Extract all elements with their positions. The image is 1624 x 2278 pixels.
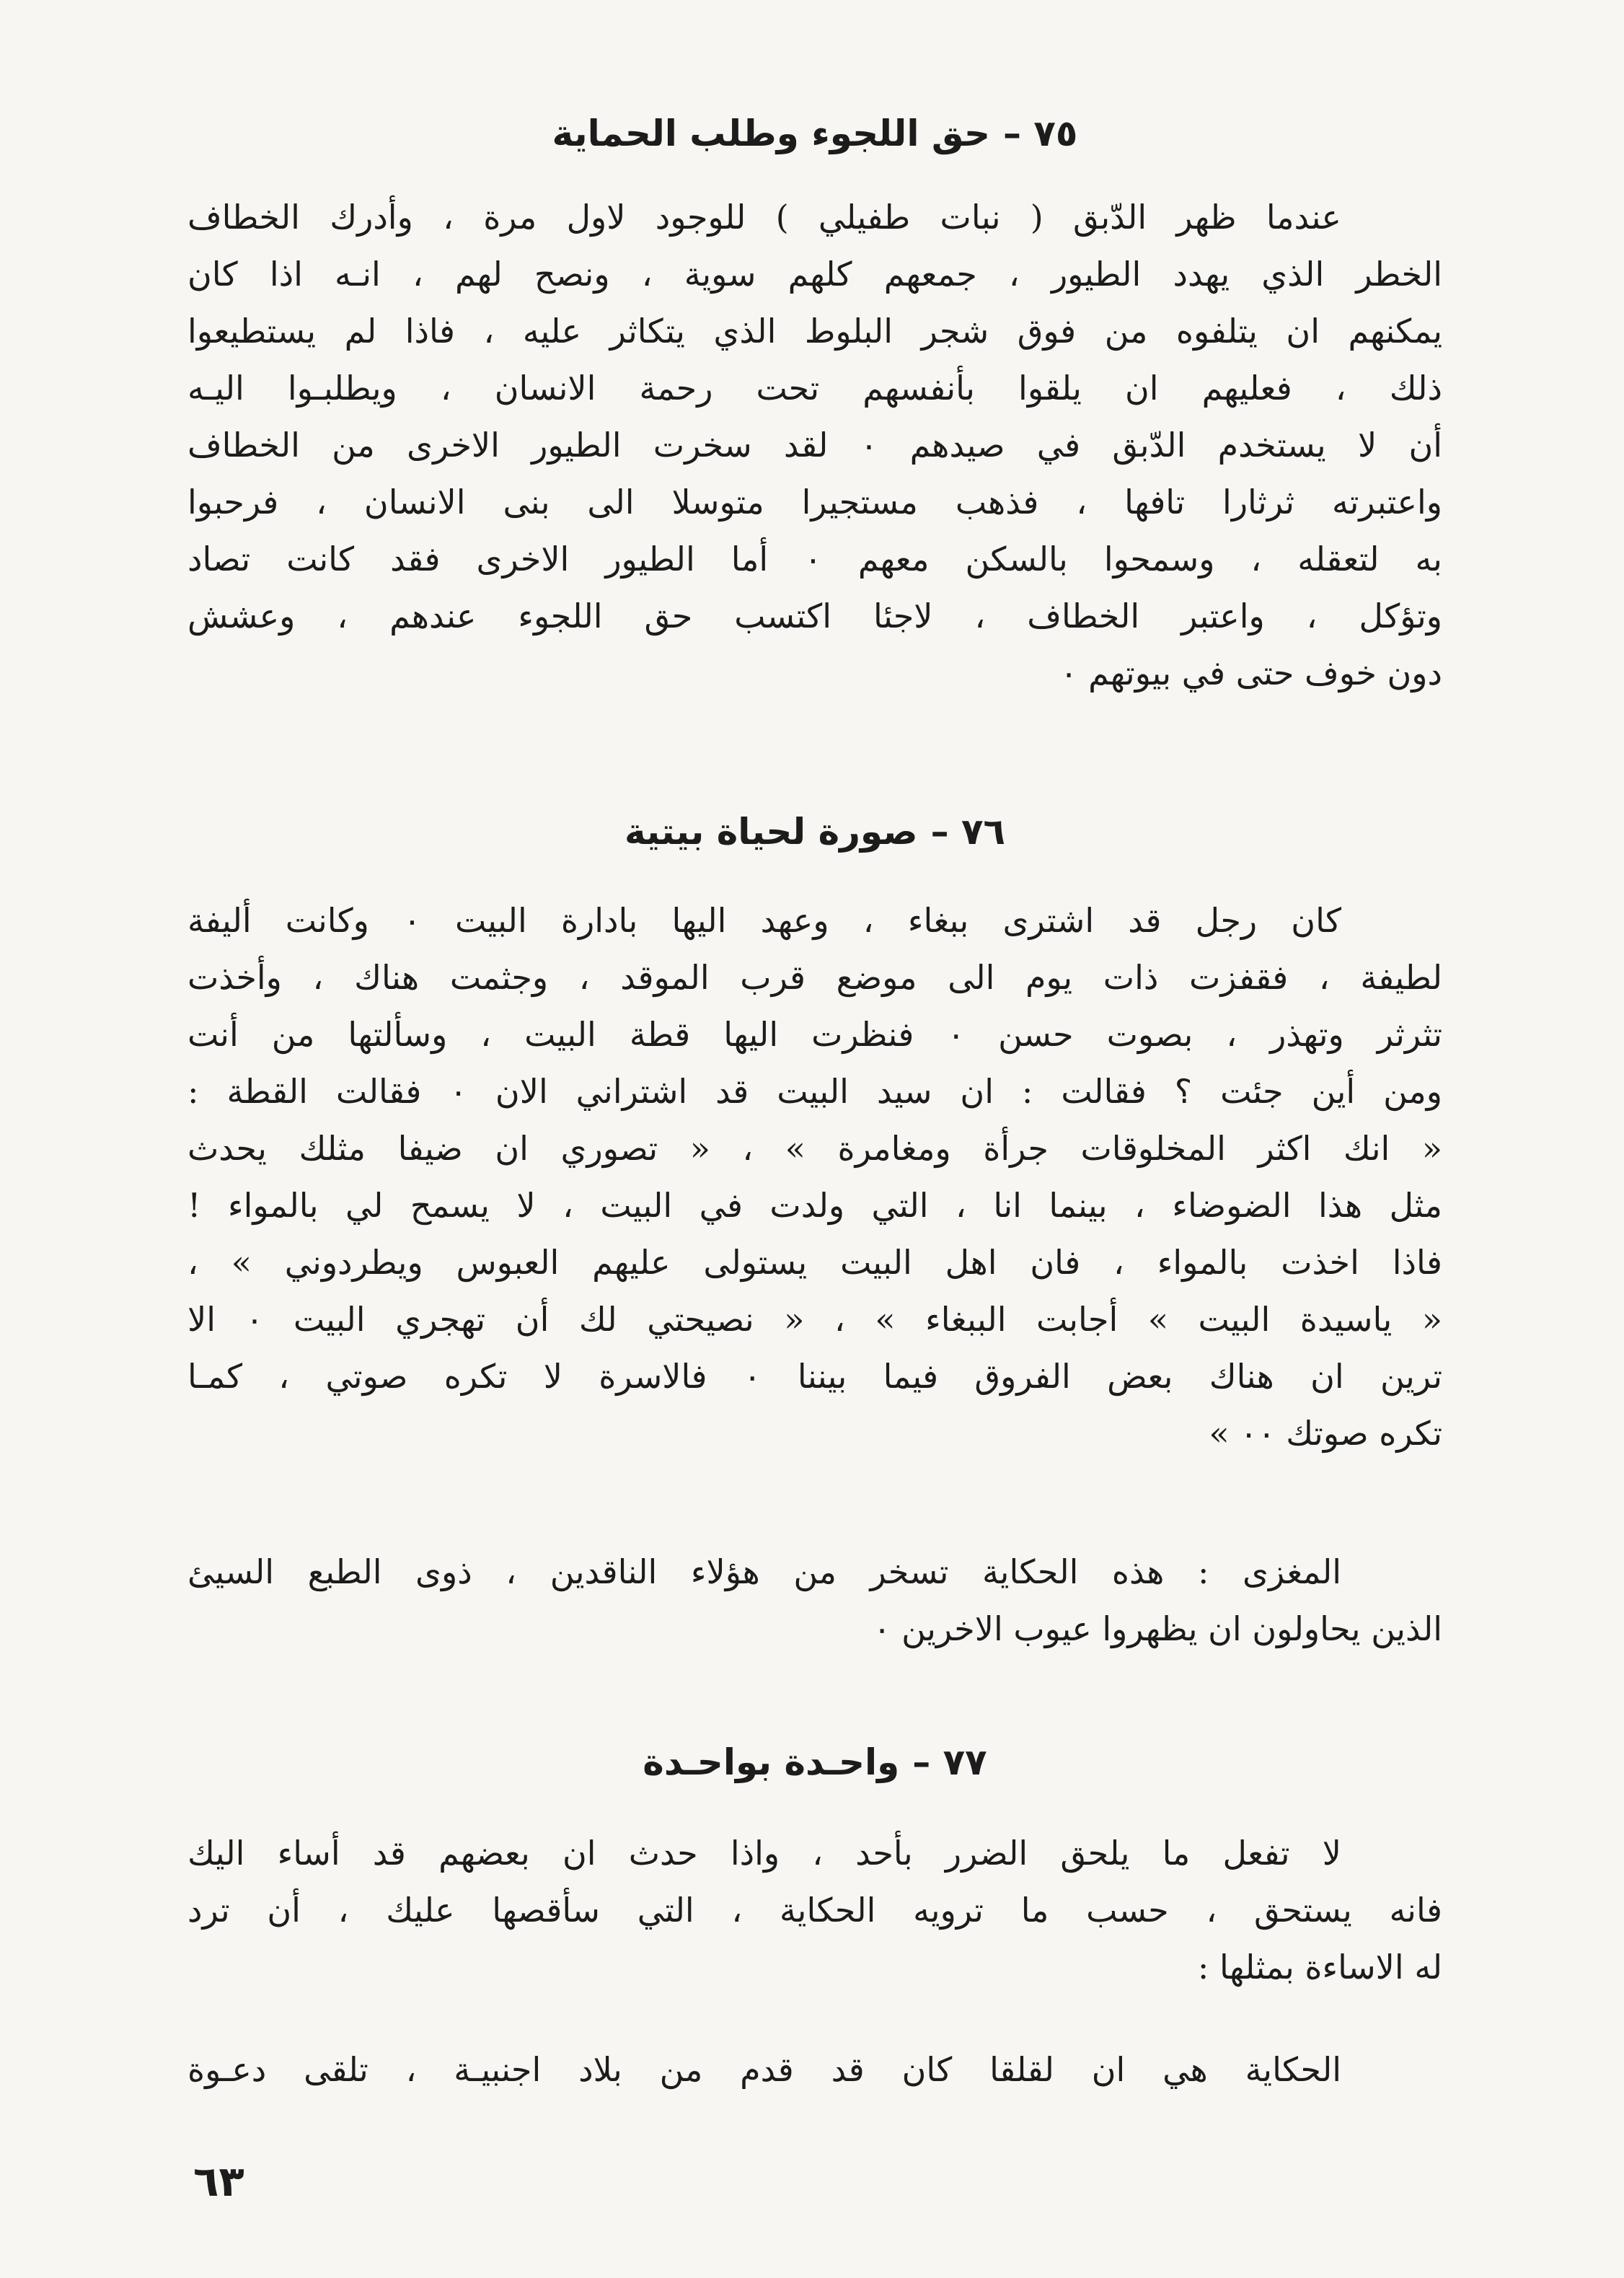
- text-line: له الاساءة بمثلها :: [1197, 1948, 1442, 1987]
- text-line: عندما ظهر الدّبق ( نبات طفيلي ) للوجود لاول مرة ، وأدرك الخطاف: [187, 198, 1341, 237]
- text-line: الخطر الذي يهدد الطيور ، جمعهم كلهم سوية ، ونصح لهم ، انـه اذا كان: [187, 255, 1442, 294]
- section-76-heading: [187, 806, 1442, 857]
- text-line: فانه يستحق ، حسب ما ترويه الحكاية ، التي سأقصها عليك ، أن ترد: [187, 1891, 1442, 1930]
- text-line: لطيفة ، فقفزت ذات يوم الى موضع قرب الموقد ، وجثمت هناك ، وأخذت: [187, 958, 1442, 997]
- section-77-number: ٧٧ –: [912, 1741, 987, 1783]
- text-line: الذين يحاولون ان يظهروا عيوب الاخرين ٠: [873, 1609, 1442, 1648]
- section-77-body-continued: [187, 2041, 1442, 2098]
- text-line: « انك اكثر المخلوقات جرأة ومغامرة » ، « تصوري ان ضيفا مثلك يحدث: [187, 1129, 1442, 1168]
- section-75-number: ٧٥ –: [1002, 113, 1078, 154]
- section-76-body: [187, 892, 1442, 1462]
- section-76-title: صورة لحياة بيتية: [624, 811, 918, 853]
- text-line: كان رجل قد اشترى ببغاء ، وعهد اليها بادارة البيت ٠ وكانت أليفة: [187, 901, 1342, 940]
- text-line: مثل هذا الضوضاء ، بينما انا ، التي ولدت في البيت ، لا يسمح لي بالمواء !: [187, 1186, 1442, 1225]
- text-line: واعتبرته ثرثارا تافها ، فذهب مستجيرا متوسلا الى بنى الانسان ، فرحبوا: [187, 483, 1442, 522]
- text-line: فاذا اخذت بالمواء ، فان اهل البيت يستولى عليهم العبوس ويطردوني » ،: [187, 1243, 1442, 1282]
- section-77-title: واحـدة بواحـدة: [643, 1741, 900, 1783]
- text-line: « ياسيدة البيت » أجابت الببغاء » ، « نصيحتي لك أن تهجري البيت ٠ الا: [187, 1300, 1442, 1339]
- text-line: تكره صوتك ٠٠ »: [1209, 1414, 1442, 1453]
- section-75-title: حق اللجوء وطلب الحماية: [552, 113, 990, 154]
- section-75-body: [187, 189, 1442, 702]
- text-line: به لتعقله ، وسمحوا بالسكن معهم ٠ أما الطيور الاخرى فقد كانت تصاد: [187, 540, 1442, 579]
- text-line: ومن أين جئت ؟ فقالت : ان سيد البيت قد اشتراني الان ٠ فقالت القطة :: [187, 1072, 1442, 1111]
- text-line: الحكاية هي ان لقلقا كان قد قدم من بلاد اجنبيـة ، تلقى دعـوة: [187, 2050, 1341, 2089]
- text-line: ترين ان هناك بعض الفروق فيما بيننا ٠ فالاسرة لا تكره صوتي ، كمـا: [187, 1357, 1442, 1396]
- text-line: تثرثر وتهذر ، بصوت حسن ٠ فنظرت اليها قطة البيت ، وسألتها من أنت: [187, 1015, 1442, 1054]
- section-75-heading: [187, 108, 1442, 159]
- page-number: ٦٣: [193, 2157, 244, 2206]
- text-line: ذلك ، فعليهم ان يلقوا بأنفسهم تحت رحمة الانسان ، ويطلبـوا اليـه: [187, 369, 1442, 408]
- text-line: يمكنهم ان يتلفوه من فوق شجر البلوط الذي يتكاثر عليه ، فاذا لم يستطيعوا: [187, 312, 1442, 351]
- section-77-body: [187, 1825, 1442, 1996]
- text-line: لا تفعل ما يلحق الضرر بأحد ، واذا حدث ان بعضهم قد أساء اليك: [187, 1834, 1341, 1873]
- text-line: وتؤكل ، واعتبر الخطاف ، لاجئا اكتسب حق اللجوء عندهم ، وعشش: [187, 597, 1442, 636]
- text-line: المغزى : هذه الحكاية تسخر من هؤلاء الناقدين ، ذوى الطبع السيئ: [187, 1552, 1341, 1591]
- section-76-number: ٧٦ –: [930, 811, 1006, 853]
- text-line: دون خوف حتى في بيوتهم ٠: [1059, 654, 1442, 692]
- moral-paragraph: [187, 1544, 1442, 1658]
- text-line: أن لا يستخدم الدّبق في صيدهم ٠ لقد سخرت الطيور الاخرى من الخطاف: [187, 426, 1443, 465]
- section-77-heading: [187, 1737, 1442, 1787]
